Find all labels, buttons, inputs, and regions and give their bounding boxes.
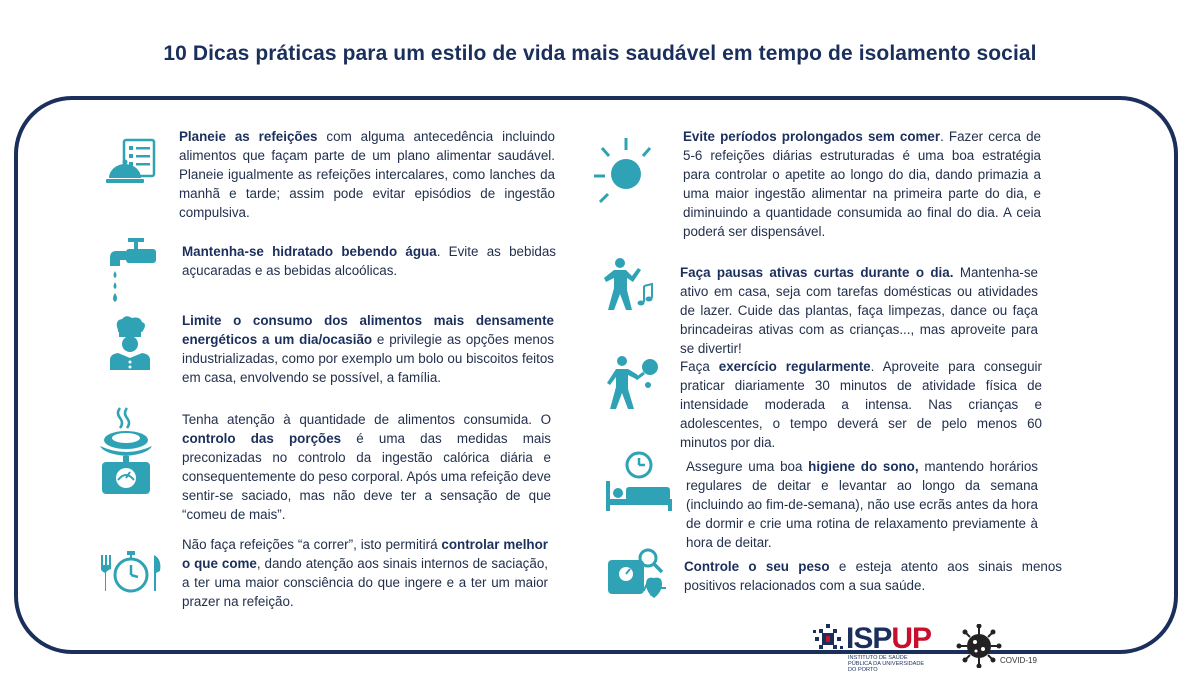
coronavirus-icon [956,624,1002,668]
tip-text: Controle o seu peso e esteja atento aos sinais menos positivos relacionados com a sua saúde. [684,559,1062,593]
sun-moon-icon [594,136,664,208]
dancing-person-icon [600,258,658,312]
scale-heart-icon [606,548,668,602]
ispup-logo-subtitle: INSTITUTO DE SAÚDE PÚBLICA DA UNIVERSIDADE DO PORTO [848,655,925,673]
bed-clock-icon [604,451,674,513]
timer-cutlery-icon [98,549,164,593]
tip-text: Planeie as refeições com alguma antecedência incluindo alimentos que façam parte de um plano alimentar saudável. Planeie igualmente as refeições intercalares, como lanches da manhã e tarde; assim pode evitar episódios de ingestão compulsiva. [179,129,555,220]
tennis-player-icon [606,355,662,411]
page-title: 10 Dicas práticas para um estilo de vida mais saudável em tempo de isolamento social [163,42,1037,65]
water-tap-icon [106,238,156,304]
tip-text: Mantenha-se hidratado bebendo água. Evite as bebidas açucaradas e as bebidas alcoólicas. [182,244,557,278]
tip-text: Faça pausas ativas curtas durante o dia. Mantenha-se ativo em casa, seja com tarefas domésticas ou atividades de lazer. Cuide das plantas, faça limpezas, dance ou faça brincadeiras ativas com as crianças..., mas aproveite para se divertir! [680,265,1038,356]
chef-icon [108,316,152,370]
covid-label: COVID-19 [1000,656,1037,665]
ispup-snowflake-logo [812,622,844,656]
food-scale-icon [96,406,156,496]
tip-text: Assegure uma boa higiene do sono, mantendo horários regulares de deitar e levantar ao longo da semana (incluindo ao fim-de-semana), não use ecrãs antes da hora de dormir e crie uma rotina de relaxamento previamente à hora de deitar. [686,459,1038,550]
ispup-logo-text: ISPUP [846,622,932,655]
tip-text: Faça exercício regularmente. Aproveite para conseguir praticar diariamente 30 minutos de atividade física de intensidade moderada a intensa. Nas crianças e adolescentes, o tempo deverá ser de pelo menos 60 minutos por dia. [680,359,1042,450]
tip-text: Não faça refeições “a correr”, isto permitirá controlar melhor o que come, dando atenção aos sinais internos de saciação, a ter uma maior consciência do que ingere e a ter um maior prazer na refeição. [182,537,548,609]
tip-text: Evite períodos prolongados sem comer. Fazer cerca de 5-6 refeições diárias estruturadas é uma boa estratégia para controlar o apetite ao longo do dia, dando primazia a uma maior ingestão alimentar na primeira parte do dia, e diminuindo a quantidade consumida ao final do dia. A ceia poderá ser dispensável. [683,129,1041,239]
tip-text: Limite o consumo dos alimentos mais densamente energéticos a um dia/ocasião e privilegie as opções menos industrializadas, como por exemplo um bolo ou biscoitos feitos em casa, envolvendo se possível, a família. [182,313,555,385]
tip-text: Tenha atenção à quantidade de alimentos consumida. O controlo das porções é uma das medidas mais preconizadas no controlo da ingestão calórica diária e consequentemente do peso corporal. Após uma refeição deve sentir-se saciado, mas não deve ter a sensação de que “comeu de mais”. [182,412,551,522]
meal-plan-icon [106,138,158,186]
